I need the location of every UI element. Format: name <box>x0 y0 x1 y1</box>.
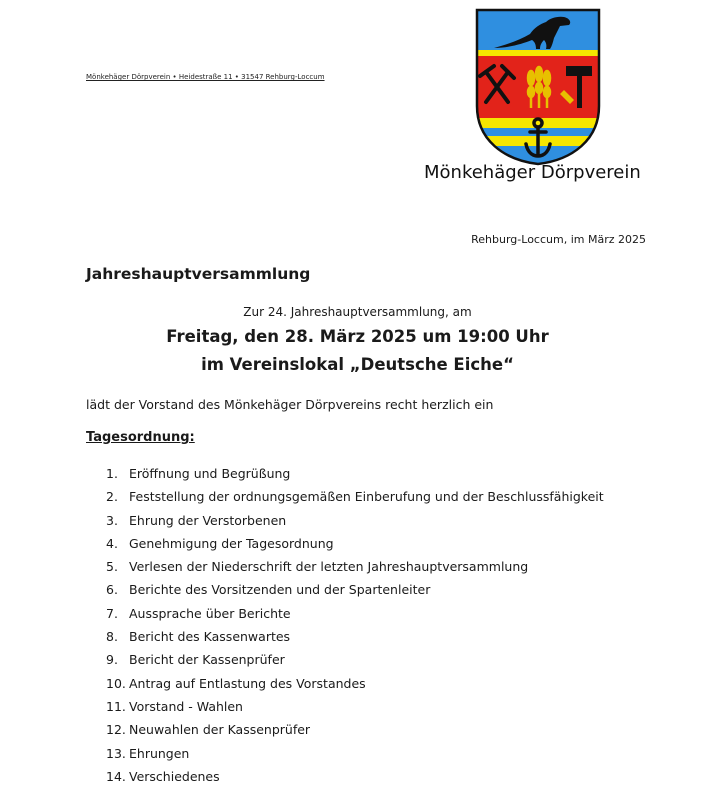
agenda-item-number: 14. <box>106 768 126 784</box>
agenda-item-number: 7. <box>106 605 118 621</box>
agenda-item-number: 12. <box>106 722 126 738</box>
agenda-item-text: Bericht des Kassenwartes <box>129 629 291 645</box>
agenda-item <box>106 602 604 625</box>
agenda-item-text: Ehrungen <box>129 745 190 761</box>
agenda-item <box>106 742 604 765</box>
agenda-item-number: 3. <box>106 512 118 528</box>
meeting-date-time: Freitag, den 28. März 2025 um 19:00 Uhr <box>166 327 549 346</box>
agenda-item <box>106 462 604 485</box>
agenda-item-number: 5. <box>106 559 118 575</box>
agenda-item <box>106 509 604 532</box>
agenda-item-number: 9. <box>106 652 118 668</box>
agenda-item-text: Genehmigung der Tagesordnung <box>129 535 334 551</box>
agenda-item-text: Verlesen der Niederschrift der letzten Jahreshauptversammlung <box>129 559 529 575</box>
meeting-venue: im Vereinslokal „Deutsche Eiche“ <box>201 355 514 374</box>
agenda-item-number: 6. <box>106 582 118 598</box>
wheat-icon <box>528 66 550 108</box>
club-name: Mönkehäger Dörpverein <box>424 162 641 183</box>
agenda-item <box>106 672 604 695</box>
agenda-item-number: 8. <box>106 629 118 645</box>
agenda-item-text: Aussprache über Berichte <box>129 605 291 621</box>
agenda-item <box>106 532 604 555</box>
agenda-item <box>106 485 604 508</box>
agenda-item-text: Antrag auf Entlastung des Vorstandes <box>129 675 366 691</box>
agenda-list <box>106 462 604 788</box>
meeting-intro: Zur 24. Jahreshauptversammlung, am <box>243 305 472 319</box>
agenda-item-text: Berichte des Vorsitzenden und der Spartenleiter <box>129 582 431 598</box>
agenda-item-number: 4. <box>106 535 118 551</box>
agenda-item-text: Verschiedenes <box>129 768 220 784</box>
sender-address-line: Mönkehäger Dörpverein • Heidestraße 11 • 31547 Rehburg-Loccum <box>86 73 325 81</box>
agenda-item-text: Ehrung der Verstorbenen <box>129 512 287 528</box>
agenda-item-text: Feststellung der ordnungsgemäßen Einberufung und der Beschlussfähigkeit <box>129 489 604 505</box>
place-date-line: Rehburg-Loccum, im März 2025 <box>471 233 646 246</box>
agenda-title: Tagesordnung: <box>86 430 195 445</box>
invitation-text: lädt der Vorstand des Mönkehäger Dörpvereins recht herzlich ein <box>86 397 494 412</box>
agenda-item-number: 13. <box>106 745 126 761</box>
agenda-item-number: 2. <box>106 489 118 505</box>
club-crest-icon <box>474 8 602 166</box>
agenda-item-text: Bericht der Kassenprüfer <box>129 652 285 668</box>
agenda-item-text: Neuwahlen der Kassenprüfer <box>129 722 311 738</box>
agenda-item-text: Eröffnung und Begrüßung <box>129 466 291 481</box>
agenda-item <box>106 555 604 578</box>
agenda-item <box>106 718 604 741</box>
agenda-item <box>106 578 604 601</box>
agenda-item <box>106 648 604 671</box>
agenda-item <box>106 625 604 648</box>
agenda-item <box>106 765 604 788</box>
agenda-item-text: Vorstand - Wahlen <box>129 698 243 714</box>
agenda-item-number: 1. <box>106 466 118 481</box>
document-heading: Jahreshauptversammlung <box>86 265 311 283</box>
agenda-item-number: 10. <box>106 675 126 691</box>
agenda-item-number: 11. <box>106 698 126 714</box>
agenda-item <box>106 695 604 718</box>
